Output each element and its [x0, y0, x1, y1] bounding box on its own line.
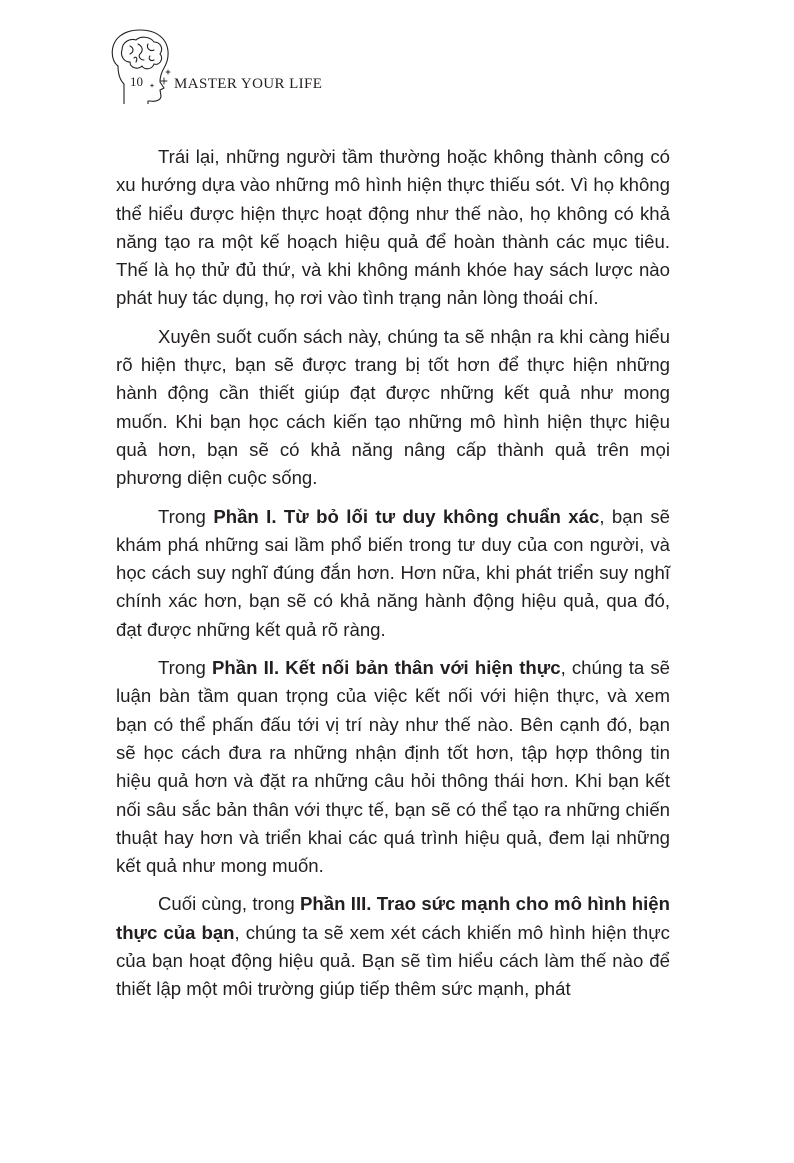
book-title: MASTER YOUR LIFE: [174, 76, 323, 92]
paragraph-text: Trong: [158, 657, 213, 679]
section-title-part-1: Phần I. Từ bỏ lối tư duy không chuẩn xác: [213, 505, 600, 527]
running-header: [104, 26, 344, 106]
paragraph-2: [116, 323, 670, 493]
paragraph-1: [116, 143, 670, 313]
section-title-part-2: Phần II. Kết nối bản thân với hiện thực: [212, 657, 561, 679]
paragraph-text: Trong: [158, 505, 214, 527]
body-text: [116, 143, 670, 1014]
section-title-part-3: Phần III. Trao sức mạnh cho mô hình hiện thực của bạn: [116, 893, 670, 943]
paragraph-text: Cuối cùng, trong: [158, 893, 301, 915]
paragraph-3: [116, 503, 670, 644]
paragraph-5: [116, 890, 670, 1003]
paragraph-text: Trái lại, những người tầm thường hoặc không thành công có xu hướng dựa vào những mô hình hiện thực thiếu sót. Vì họ không thể hiểu được hiện thực hoạt động như thế nào, họ không có khả năng tạo ra một kế hoạch hiệu quả để hoàn thành các mục tiêu. Thế là họ thử đủ thứ, và khi không mánh khóe hay sách lược nào phát huy tác dụng, họ rơi vào tình trạng nản lòng thoái chí.: [116, 146, 670, 309]
page-number: 10: [130, 74, 143, 89]
head-brain-icon: [104, 26, 178, 104]
paragraph-text: Xuyên suốt cuốn sách này, chúng ta sẽ nhận ra khi càng hiểu rõ hiện thực, bạn sẽ được trang bị tốt hơn để thực hiện những hành động cần thiết giúp đạt được những kết quả như mong muốn. Khi bạn học cách kiến tạo những mô hình hiện thực hiệu quả hơn, bạn sẽ có khả năng nâng cấp thành quả trên mọi phương diện cuộc sống.: [116, 325, 670, 489]
paragraph-text: , bạn sẽ khám phá những sai lầm phổ biến trong tư duy của con người, và học cách suy nghĩ đúng đắn hơn. Hơn nữa, khi phát triển suy nghĩ chính xác hơn, bạn sẽ có khả năng hành động hiệu quả, qua đó, đạt được những kết quả rõ ràng.: [116, 505, 670, 640]
paragraph-text: , chúng ta sẽ luận bàn tầm quan trọng của việc kết nối với hiện thực, và xem bạn có thể phấn đấu tới vị trí này như thế nào. Bên cạnh đó, bạn sẽ học cách đưa ra những nhận định tốt hơn, tập hợp thông tin hiệu quả hơn và đặt ra những câu hỏi thông thái hơn. Khi bạn kết nối sâu sắc bản thân với thực tế, bạn sẽ có thể tạo ra những chiến thuật hay hơn và triển khai các quá trình hiệu quả, đem lại những kết quả như mong muốn.: [116, 657, 670, 877]
paragraph-4: [116, 654, 670, 880]
paragraph-text: , chúng ta sẽ xem xét cách khiến mô hình hiện thực của bạn hoạt động hiệu quả. Bạn sẽ tìm hiểu cách làm thế nào để thiết lập một môi trường giúp tiếp thêm sức mạnh, phát: [116, 921, 670, 1000]
